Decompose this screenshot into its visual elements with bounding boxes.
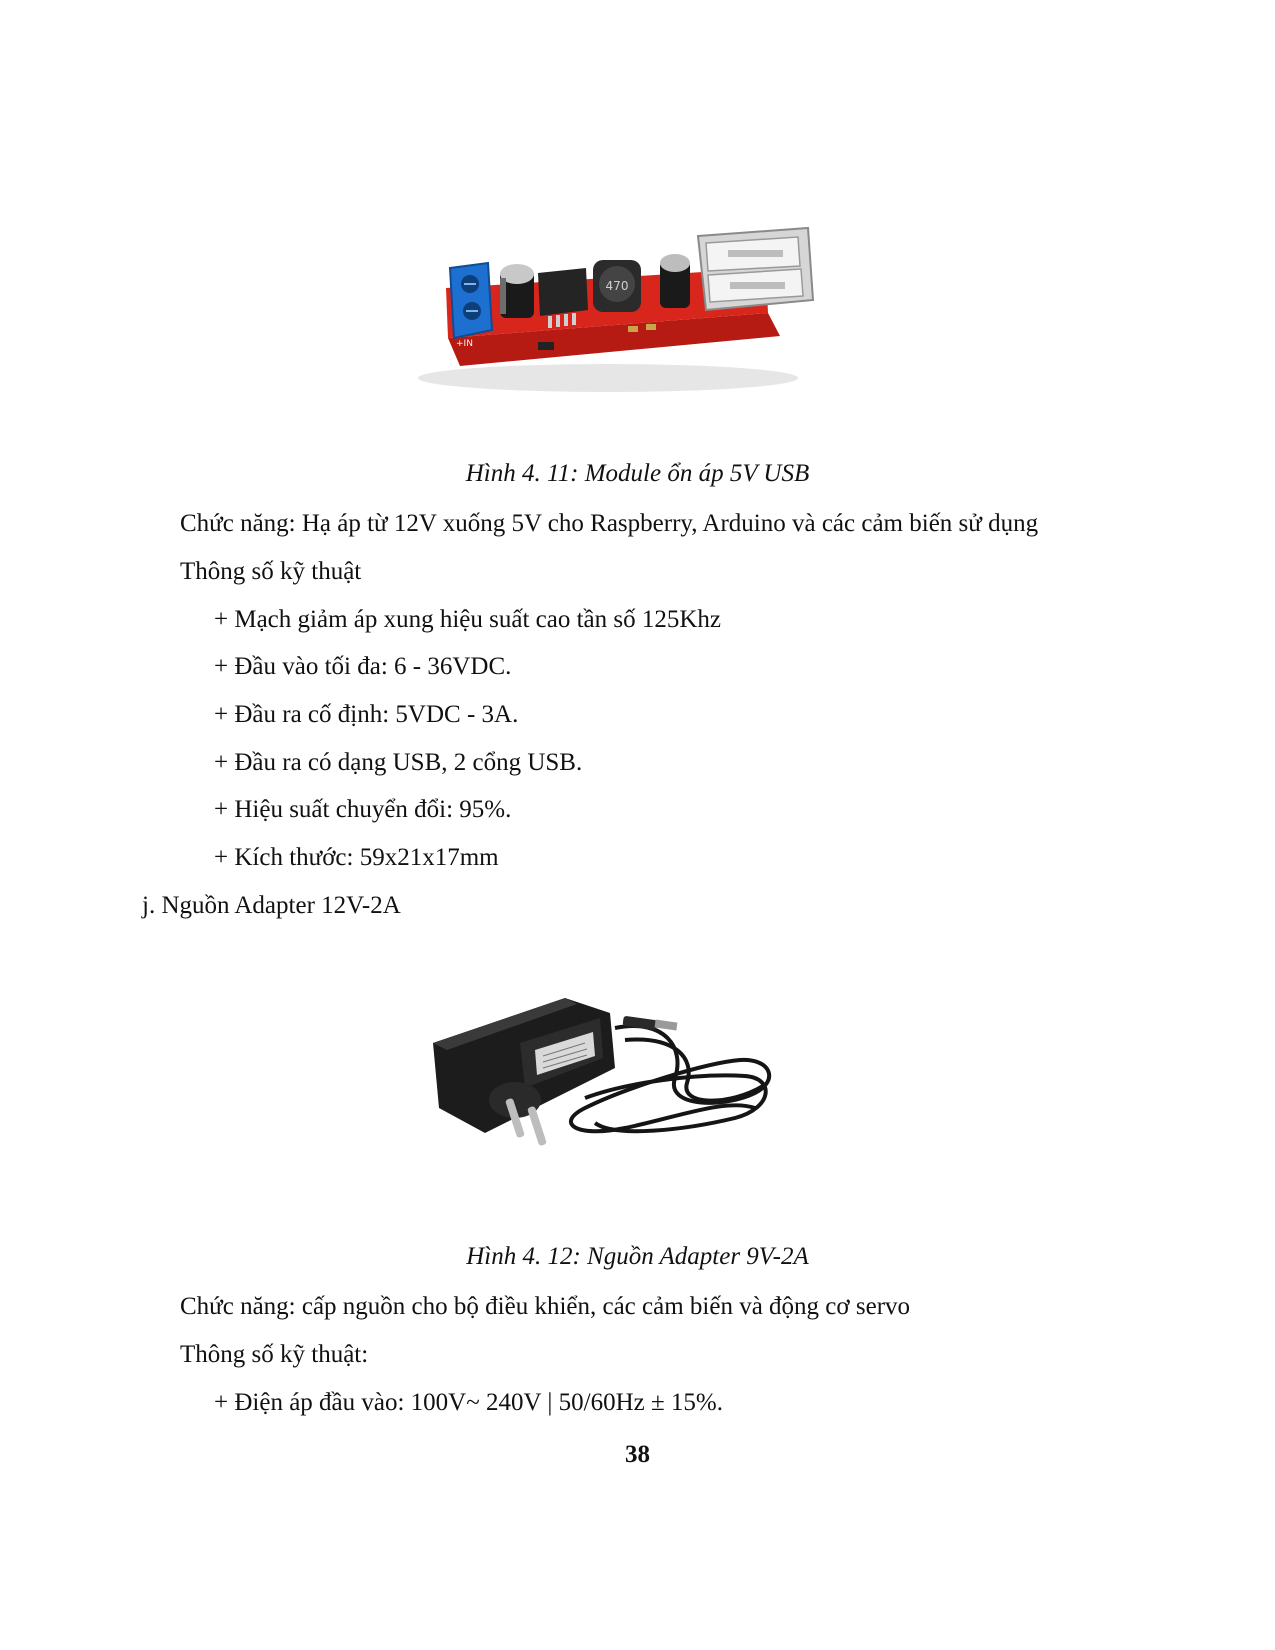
inductor-marking: 470 [605, 279, 629, 293]
spec-item: + Đầu ra có dạng USB, 2 cổng USB. [214, 749, 583, 776]
spec-item: + Mạch giảm áp xung hiệu suất cao tần số 125Khz [214, 606, 722, 633]
function-line-1: Chức năng: Hạ áp từ 12V xuống 5V cho Raspberry, Arduino và các cảm biến sử dụng [180, 510, 1039, 537]
spec-item: + Đầu vào tối đa: 6 - 36VDC. [214, 653, 512, 680]
figure-caption-2: Hình 4. 12: Nguồn Adapter 9V-2A [466, 1243, 809, 1270]
adapter-image [425, 988, 790, 1158]
spec-item: + Điện áp đầu vào: 100V~ 240V | 50/60Hz ± 15%. [214, 1389, 724, 1416]
section-heading-j: j. Nguồn Adapter 12V-2A [142, 892, 401, 919]
spec-item: + Hiệu suất chuyển đổi: 95%. [214, 796, 512, 823]
specs-title-1: Thông số kỹ thuật [180, 558, 362, 585]
page-number: 38 [625, 1441, 650, 1468]
module-image [388, 218, 828, 398]
spec-item: + Kích thước: 59x21x17mm [214, 844, 499, 871]
pcb-label: +IN [456, 339, 473, 349]
function-line-2: Chức năng: cấp nguồn cho bộ điều khiển, các cảm biến và động cơ servo [180, 1293, 911, 1320]
spec-item: + Đầu ra cố định: 5VDC - 3A. [214, 701, 519, 728]
figure-caption-1: Hình 4. 11: Module ổn áp 5V USB [465, 460, 810, 487]
specs-title-2: Thông số kỹ thuật: [180, 1341, 369, 1368]
